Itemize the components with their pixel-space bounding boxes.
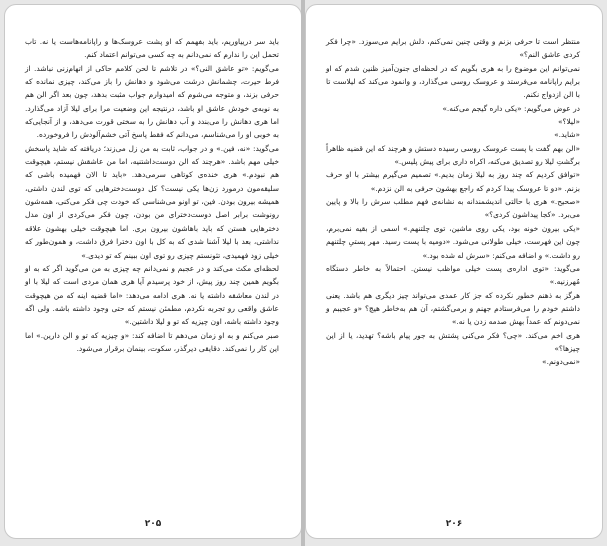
left-paragraph: می‌گوید: «نه، فین.» و در جواب، ثابت به من زل می‌زند؛ دریافته که شاید پاسخش خیلی مهم باشد. «هرچند که الن دوست‌داشتنیه، اما من عاشقش نیستم، هیچوقت هم نبودم.» هری خنده‌ی کوتاهی سرمی‌دهد. «باید تا الان فهمیده باشی که سلیقه‌مون درمورد زن‌ها یکی نیست؟ کل دوست‌دخترهایی که توی لندن داشتی، همیشه بیرون بودن. فین، تو اونو می‌شناسی که خودت چی فکر می‌کنی، همه‌شون رونوشت برابر اصل دوست‌دخترای من بودن، چون فکر می‌کردی از اون مدل دخترهایی هستن که باید باهاشون بیرون بری. اما هیچوقت خیلی بهشون علاقه نداشتی، بعد با لیلا آشنا شدی که به کل با اون دخترا فرق داشت، و همون‌طور که خیلی زود فهمیدی، تئونستم چیزی رو توی اون ببینم که تو دیدی.» — [25, 143, 279, 260]
left-paragraph: لحظه‌ای مکث می‌کند و در عجبم و نمی‌دانم چه چیزی به من می‌گوید اگر که به او بگویم همین چند روز پیش، از خود پرسیدم آیا هری همان مردی است که لیلا با او در لندن معاشقه داشته یا نه. هری ادامه می‌دهد: «اما قضیه اینه که من هیچوقت عاشق واقعی رو تجربه نکردم، مطمئن نیستم که حتی وجود داشته باشه. ولی اگه وجود داشته باشه، اون چیزیه که تو و لیلا داشتین.» — [25, 263, 279, 327]
right-paragraph: می‌گوید: «توی اداره‌ی پست خیلی مواظب نیستن. احتمالاً به خاطر دستگاه مُهرزنیه.» — [326, 263, 580, 287]
left-paragraph: صبر می‌کنم و به او زمان می‌دهم تا اضافه کند: «و چیزیه که تو و الن دارین.» اما این کار را نمی‌کند. دقایقی دیرگذر، سکوت، بینمان برقرار می‌شود. — [25, 330, 279, 353]
right-paragraph: «توافق کردیم که چند روز به لیلا زمان بدیم.» تصمیم می‌گیرم بیشتر با او حرف بزنم. «دو تا عروسک پیدا کردم که راجع بهشون حرفی به الن نزدم.» — [326, 170, 580, 193]
right-paragraph: «نمی‌دونم.» — [542, 357, 580, 367]
right-page-text — [326, 35, 580, 369]
page-number: ۲۰۵ — [144, 519, 162, 529]
left-page-text — [25, 35, 279, 355]
right-paragraph: «شاید.» — [554, 130, 580, 140]
page-number: ۲۰۶ — [445, 519, 463, 529]
right-paragraph: منتظر است تا حرفی بزنم و وقتی چنین نمی‌کنم، دلش برایم می‌سوزد. «چرا فکر کردی عاشق النم؟» — [326, 37, 580, 60]
right-paragraph: «الن بهم گفت با پست عروسک روسی رسیده دستش و هرچند که این قضیه ظاهراً برگشتِ لیلا رو تصدیق می‌کنه، اکراه داری برای پیش پلیس.» — [326, 143, 580, 167]
left-paragraph: می‌گویم: «تو عاشق النی؟» در تلاشم تا لحن کلامم حاکی از اتهام‌زنی نباشد. از فرط حیرت، چشمانش درشت می‌شود و دهانش را باز می‌کند، چیزی نمانده که حرفی بزند، و متوجه می‌شوم که امیدوارم جواب مثبت بدهد، چون بعد اگر الن هم به نوبه‌ی خودش عاشق او باشد، درنتیجه این وضعیت مرا برای لیلا آزاد می‌گذارد. اما هری دهانش را می‌بندد و آب دهانش را به سختی قورت می‌دهد، و از آنجایی‌که به خوبی او را می‌شناسم، می‌دانم که فقط پاسخ آتی خشم‌آلودش را فروخورده. — [25, 63, 279, 140]
left-paragraph: باید سر درییاوریم، باید بفهمم که او پشت عروسک‌ها و راپانامه‌هاست یا نه. تاب تحمل این را ندارم که نمی‌دانم به چه کسی می‌توانم اعتماد کنم. — [25, 37, 279, 60]
left-page — [4, 4, 302, 539]
right-paragraph: هرگز به ذهنم خطور نکرده که جز کار عمدی می‌تواند چیز دیگری هم باشد. یعنی داشتم خودم را می‌فرستادم جهنم و برمی‌گشتم، آن هم به‌خاطر هیچ؟ «و عجیبم و نمی‌دونم که عمداً بهش صدمه زدن یا نه.» — [326, 290, 580, 327]
right-paragraph: «لیلا؟» — [558, 117, 580, 127]
right-paragraph: هری اخم می‌کند. «چی؟ فکر می‌کنی پشتش به جور پیام باشه؟ تهدید، یا از این چیزها؟» — [326, 330, 580, 353]
right-paragraph: «صحیح.» هری با حالتی اندیشمندانه به نشانه‌ی فهم مطلب سرش را بالا و پایین می‌برد. «کجا پیداشون کردی؟» — [326, 197, 580, 220]
right-paragraph: «یکی بیرون خونه بود، یکی روی ماشین، توی چلتنهم.» اسمی از بقیه نمی‌برم، چون این فهرست، خیلی طولانی می‌شود. «دومیه با پست رسید. مهر پستیِ چلتنهم رو داشت.» و اضافه می‌کنم: «سرش له شده بود.» — [326, 223, 580, 260]
right-page — [305, 4, 603, 539]
right-paragraph: در عوض می‌گویم: «یکی داره گیجم می‌کنه.» — [442, 103, 580, 113]
right-paragraph: نمی‌توانم این موضوع را به هری بگویم که در لحظه‌ای جنون‌آمیز ظنین شدم که او برایم راپانامه می‌فرستد و عروسک روسی می‌گذارد، و وانمود می‌کند که لیلاست تا با الن ازدواج نکنم. — [326, 63, 580, 100]
